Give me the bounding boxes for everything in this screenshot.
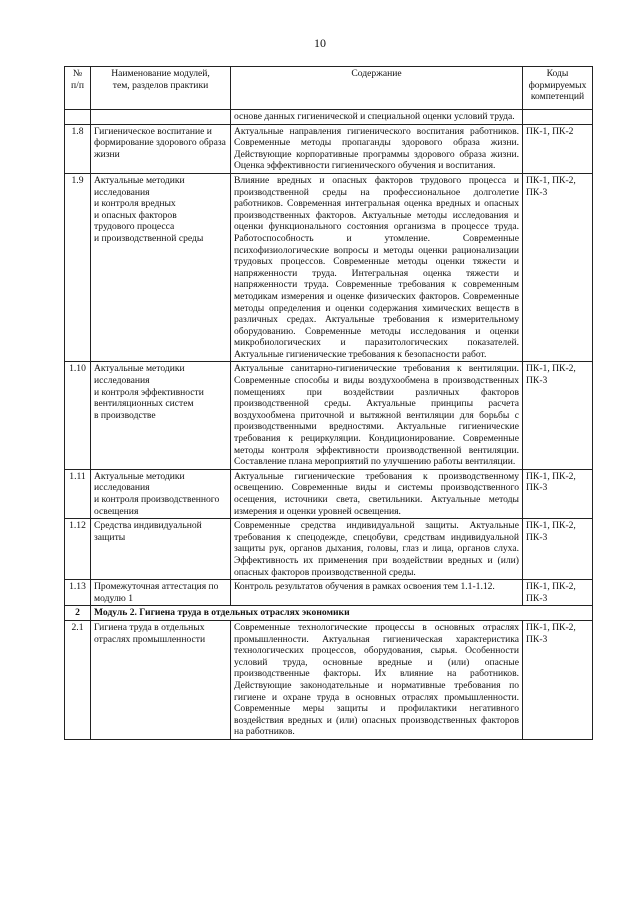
table-row-continuation — [65, 110, 593, 125]
cell-num: 1.11 — [65, 469, 91, 518]
module-2-row — [65, 606, 593, 621]
table-row-1-13 — [65, 580, 593, 606]
cell-num: 1.8 — [65, 124, 91, 173]
cell-content: Современные технологические процессы в основных отраслях промышленности. Актуальная гигиеническая характеристика технологических процессов, оборудования, сырья. Особенности условий труда, основные вредные и (или) опасные производственные факторы. Их влияние на работников. Действующие законодательные и нормативные требования по гигиене и охране труда в основных отраслях промышленности. Современные меры защиты и профилактики негативного воздействия вредных и (или) опасных производственных факторов на работников. — [231, 620, 523, 739]
table-row-2-1 — [65, 620, 593, 739]
module-num: 2 — [65, 606, 91, 621]
cell-num — [65, 110, 91, 125]
cell-num: 1.10 — [65, 362, 91, 469]
table-row-1-8 — [65, 124, 593, 173]
curriculum-table — [64, 66, 593, 740]
cell-name: Актуальные методики исследования и контроля эффективности вентиляционных систем в производстве — [91, 362, 231, 469]
cell-codes: ПК-1, ПК-2, ПК-3 — [523, 620, 593, 739]
cell-num: 1.12 — [65, 519, 91, 580]
cell-name: Актуальные методики исследования и контроля вредных и опасных факторов трудового процесса и производственной среды — [91, 173, 231, 362]
cell-name — [91, 110, 231, 125]
header-name: Наименование модулей, тем, разделов практики — [91, 67, 231, 110]
cell-codes: ПК-1, ПК-2, ПК-3 — [523, 362, 593, 469]
cell-codes: ПК-1, ПК-2, ПК-3 — [523, 173, 593, 362]
module-title: Модуль 2. Гигиена труда в отдельных отраслях экономики — [91, 606, 593, 621]
cell-name: Гигиеническое воспитание и формирование здорового образа жизни — [91, 124, 231, 173]
cell-name: Актуальные методики исследования и контроля производственного освещения — [91, 469, 231, 518]
header-num: № п/п — [65, 67, 91, 110]
table-row-1-9 — [65, 173, 593, 362]
cell-content: Актуальные гигиенические требования к производственному освещению. Современные виды и системы производственного осещения, источники света, светильники. Актуальные методы измерения и оценки уровней освещения. — [231, 469, 523, 518]
cell-num: 1.9 — [65, 173, 91, 362]
header-codes: Коды формируемых компетенций — [523, 67, 593, 110]
cell-codes: ПК-1, ПК-2, ПК-3 — [523, 580, 593, 606]
cell-num: 1.13 — [65, 580, 91, 606]
cell-content: основе данных гигиенической и специальной оценки условий труда. — [231, 110, 523, 125]
cell-codes — [523, 110, 593, 125]
cell-name: Средства индивидуальной защиты — [91, 519, 231, 580]
table-row-1-11 — [65, 469, 593, 518]
cell-codes: ПК-1, ПК-2, ПК-3 — [523, 469, 593, 518]
cell-content: Контроль результатов обучения в рамках освоения тем 1.1-1.12. — [231, 580, 523, 606]
cell-content: Современные средства индивидуальной защиты. Актуальные требования к спецодежде, спецобуви, средствам индивидуальной защиты рук, органов дыхания, головы, глаз и лица, органов слуха. Эффективность их применения при воздействии вредных и (или) опасных факторов производственной среды. — [231, 519, 523, 580]
cell-content: Актуальные санитарно-гигиенические требования к вентиляции. Современные способы и виды воздухообмена в производственных помещениях при воздействии различных факторов производственной среды. Актуальные принципы расчета воздухообмена приточной и вытяжной вентиляции для борьбы с производственными вредностями. Актуальные гигиенические требования к рециркуляции. Кондиционирование. Современные методы контроля эффективности производственной вентиляции. Составление плана мероприятий по улучшению работы вентиляции. — [231, 362, 523, 469]
cell-name: Гигиена труда в отдельных отраслях промышленности — [91, 620, 231, 739]
cell-name: Промежуточная аттестация по модулю 1 — [91, 580, 231, 606]
cell-content: Актуальные направления гигиенического воспитания работников. Современные методы пропаганды здорового образа жизни. Действующие корпоративные программы здорового образа жизни. Оценка эффективности гигиенического обучения и воспитания. — [231, 124, 523, 173]
cell-content: Влияние вредных и опасных факторов трудового процесса и производственной среды на профессиональное долголетие работников. Современная интегральная оценка вредных и опасных производственных факторов. Актуальные методы исследования и оценки функционального состояния организма в процессе труда. Работоспособность и утомление. Современные психофизиологические вопросы и методы оценки рационализации трудовых процессов. Современные методы оценки тяжести и напряженности труда. Интегральная оценка тяжести и напряженности труда. Современные требования к современным методикам измерения и оценке физических факторов. Современные методы определения и оценки содержания химических веществ в различных средах. Актуальные требования к измерительному оборудованию. Современные методы исследования и оценки микробиологических и паразитологических показателей. Актуальные гигиенические требования к безопасности работ. — [231, 173, 523, 362]
cell-num: 2.1 — [65, 620, 91, 739]
header-content: Содержание — [231, 67, 523, 110]
cell-codes: ПК-1, ПК-2, ПК-3 — [523, 519, 593, 580]
table-row-1-12 — [65, 519, 593, 580]
page-number: 10 — [314, 36, 326, 50]
table-header-row — [65, 67, 593, 110]
table-row-1-10 — [65, 362, 593, 469]
cell-codes: ПК-1, ПК-2 — [523, 124, 593, 173]
